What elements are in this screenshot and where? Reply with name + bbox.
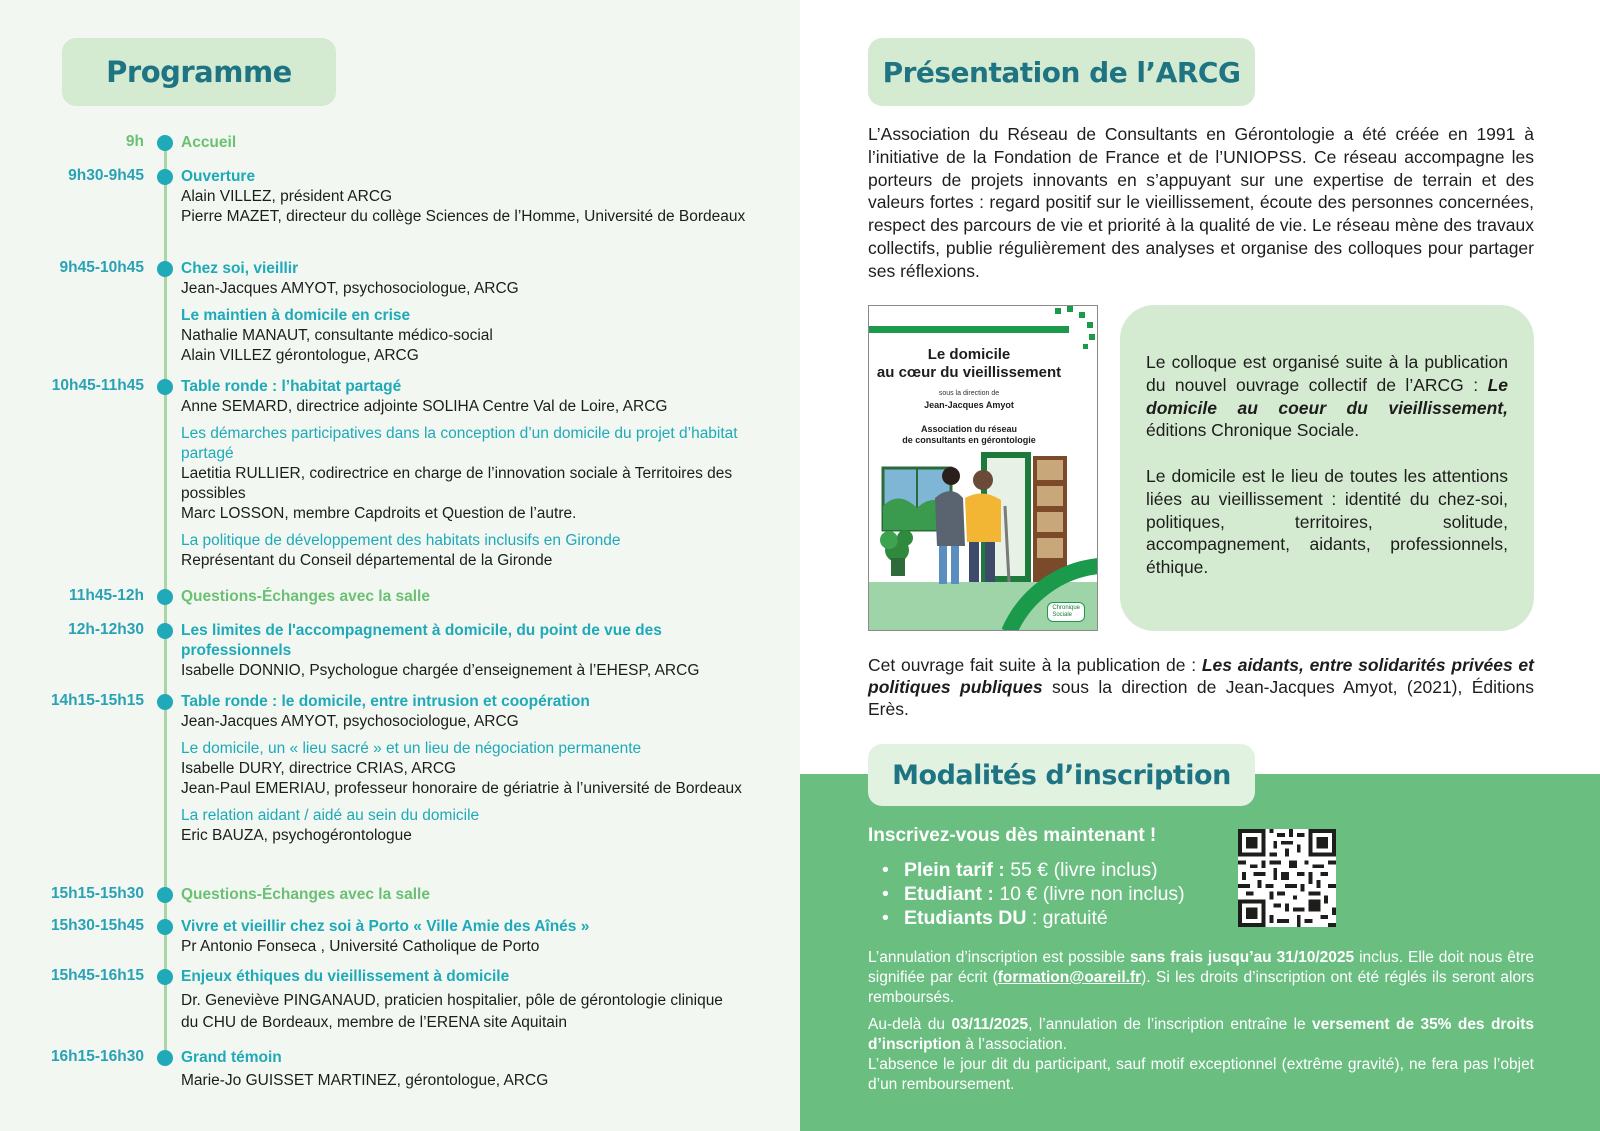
item-subtitle: Le domicile, un « lieu sacré » et un lieu de négociation permanente bbox=[181, 740, 642, 757]
cancellation-paragraph-1 bbox=[868, 948, 1534, 1008]
programme-heading: Programme bbox=[106, 55, 292, 89]
timeline-dot bbox=[157, 261, 173, 277]
inscription-heading: Modalités d’inscription bbox=[892, 759, 1231, 791]
book-publisher-line: Sociale bbox=[1052, 612, 1072, 618]
item-person: Jean-Jacques AMYOT, psychosociologue, ARCG bbox=[181, 280, 519, 297]
cond-text: , l’annulation de l’inscription entraîne le bbox=[1028, 1016, 1313, 1033]
item-title: Accueil bbox=[181, 134, 237, 151]
item-person: Nathalie MANAUT, consultante médico-social bbox=[181, 327, 493, 344]
cond-text: ). Si les droits d’inscription ont été réglés ils seront alors remboursés. bbox=[868, 969, 1534, 1006]
cancellation-paragraph-2 bbox=[868, 1015, 1534, 1095]
book-direction: sous la direction de bbox=[938, 390, 1000, 397]
colloque-box bbox=[1120, 305, 1534, 631]
timeline-dot bbox=[157, 379, 173, 395]
suite-text: sous la direction de Jean-Jacques Amyot, (2021), Éditions Erès. bbox=[868, 677, 1535, 719]
item-person: Laetitia RULLIER, codirectrice en charge de l’innovation sociale à Territoires des possibles bbox=[181, 465, 733, 502]
item-person: Isabelle DONNIO, Psychologue chargée d’enseignement à l’EHESP, ARCG bbox=[181, 662, 700, 679]
item-title: Table ronde : le domicile, entre intrusion et coopération bbox=[181, 693, 590, 710]
timeline-dot bbox=[157, 589, 173, 605]
tarif-value: 10 € (livre non inclus) bbox=[993, 883, 1185, 905]
item-person: Eric BAUZA, psychogérontologue bbox=[181, 827, 412, 844]
timeline-dot bbox=[157, 135, 173, 151]
item-time: 15h30-15h45 bbox=[50, 917, 144, 934]
tarif-item bbox=[868, 882, 1185, 906]
item-time: 14h15-15h15 bbox=[50, 692, 144, 709]
item-time: 9h45-10h45 bbox=[59, 259, 144, 276]
colloque-book-title: Le domicile au coeur du vieillissement, bbox=[1146, 374, 1508, 418]
presentation-panel bbox=[800, 0, 1600, 1131]
item-person: Pr Antonio Fonseca , Université Catholique de Porto bbox=[181, 938, 540, 955]
item-time: 9h bbox=[125, 133, 144, 150]
item-title: Enjeux éthiques du vieillissement à domicile bbox=[181, 968, 510, 985]
item-title: Questions-Échanges avec la salle bbox=[181, 886, 430, 903]
book-cover-bar bbox=[869, 326, 1069, 333]
tarif-item bbox=[868, 858, 1185, 882]
tarif-value: 55 € (livre inclus) bbox=[1004, 859, 1158, 881]
cond-fee: versement de 35% des droits d’inscription bbox=[868, 1016, 1534, 1053]
presentation-text: L’Association du Réseau de Consultants en Gérontologie a été créée en 1991 à l’initiative de la Fondation de France et de l’UNIOPSS. Ce réseau accompagne les porteurs de projets innovants en s’appuyant sur une expertise de terrain et des valeurs fortes : regard positif sur le vieillissement, écoute des personnes concernées, respect des parcours de vie et priorité à la qualité de vie. Le réseau mène des travaux collectifs, publie régulièrement des analyses et organise des colloques pour partager ses réflexions. bbox=[868, 124, 1534, 281]
item-person: Marc LOSSON, membre Capdroits et Question de l’autre. bbox=[181, 505, 577, 522]
colloque-text: Le colloque est organisé suite à la publication du nouvel ouvrage collectif de l’ARCG : bbox=[1146, 352, 1508, 395]
cond-text: L’absence le jour dit du participant, sauf motif exceptionnel (extrême gravité), ne fera pas l’objet d’un remboursement. bbox=[868, 1056, 1534, 1093]
item-person: Jean-Paul EMERIAU, professeur honoraire de gériatrie à l’université de Bordeaux bbox=[181, 780, 742, 797]
tarif-value: : gratuité bbox=[1026, 907, 1108, 929]
item-title: Table ronde : l’habitat partagé bbox=[181, 378, 402, 395]
book-cover-image bbox=[868, 305, 1098, 631]
item-title: Les limites de l'accompagnement à domicile, du point de vue des professionnels bbox=[181, 622, 662, 659]
item-title: Vivre et vieillir chez soi à Porto « Ville Amie des Aînés » bbox=[181, 918, 590, 935]
item-person: Marie-Jo GUISSET MARTINEZ, gérontologue, ARCG bbox=[181, 1072, 549, 1089]
item-time: 16h15-16h30 bbox=[50, 1048, 144, 1065]
inscription-heading-box bbox=[868, 744, 1255, 806]
timeline-dot bbox=[157, 694, 173, 710]
book-assoc-line: de consultants en gérontologie bbox=[902, 435, 1036, 445]
cancellation-conditions bbox=[868, 948, 1534, 1095]
item-person: Alain VILLEZ gérontologue, ARCG bbox=[181, 347, 419, 364]
item-time: 12h-12h30 bbox=[68, 621, 144, 638]
timeline-dot bbox=[157, 623, 173, 639]
item-title: Chez soi, vieillir bbox=[181, 260, 299, 277]
timeline-dot bbox=[157, 169, 173, 185]
item-person: Jean-Jacques AMYOT, psychosociologue, ARCG bbox=[181, 713, 519, 730]
tarif-label: Plein tarif : bbox=[904, 859, 1005, 881]
book-title-line: au cœur du vieillissement bbox=[876, 364, 1062, 381]
item-person: Représentant du Conseil départemental de la Gironde bbox=[181, 552, 553, 569]
tarif-label: Etudiants DU bbox=[904, 907, 1027, 929]
contact-email-link[interactable]: formation@oareil.fr bbox=[997, 969, 1142, 986]
item-title: Grand témoin bbox=[181, 1049, 282, 1066]
presentation-heading: Présentation de l’ARCG bbox=[882, 55, 1241, 89]
timeline-dot bbox=[157, 969, 173, 985]
cond-text: à l’association. bbox=[961, 1036, 1067, 1053]
inscription-cta: Inscrivez-vous dès maintenant ! bbox=[868, 825, 1157, 846]
cond-deadline: sans frais jusqu’au 31/10/2025 bbox=[1129, 949, 1355, 966]
colloque-paragraph-2: Le domicile est le lieu de toutes les attentions liées au vieillissement : identité du chez-soi, politiques, territoires, solitude, accompagnement, aidants, professionnels, éthique. bbox=[1146, 465, 1508, 578]
item-time: 11h45-12h bbox=[69, 587, 144, 604]
item-time: 10h45-11h45 bbox=[51, 377, 144, 394]
item-title: Ouverture bbox=[181, 168, 256, 185]
book-title-line: Le domicile bbox=[927, 346, 1011, 363]
colloque-text: éditions Chronique Sociale. bbox=[1146, 420, 1360, 441]
item-person: Isabelle DURY, directrice CRIAS, ARCG bbox=[181, 760, 457, 777]
previous-publication-text bbox=[868, 654, 1534, 720]
programme-heading-box bbox=[62, 38, 336, 106]
item-time: 15h15-15h30 bbox=[50, 885, 144, 902]
tarifs-list bbox=[868, 858, 1185, 930]
registration-qr-code[interactable] bbox=[1238, 829, 1336, 927]
timeline-dot bbox=[157, 919, 173, 935]
book-assoc-line: Association du réseau bbox=[920, 424, 1018, 434]
book-publisher-line: Chronique bbox=[1052, 605, 1080, 611]
item-subtitle: Les démarches participatives dans la conception d’un domicile du projet d’habitat partagé bbox=[181, 425, 738, 462]
previous-book-title: Les aidants, entre solidarités privées et politiques publiques bbox=[868, 655, 1534, 697]
item-person: Dr. Geneviève PINGANAUD, praticien hospitalier, pôle de gérontologie clinique du CHU de Bordeaux, membre de l’ERENA site Aquitain bbox=[181, 992, 723, 1031]
item-person: Anne SEMARD, directrice adjointe SOLIHA Centre Val de Loire, ARCG bbox=[181, 398, 668, 415]
cond-text: L’annulation d’inscription est possible bbox=[868, 949, 1130, 966]
item-time: 9h30-9h45 bbox=[68, 167, 144, 184]
colloque-paragraph-1 bbox=[1146, 351, 1508, 442]
cond-text: Au-delà du bbox=[868, 1016, 952, 1033]
item-time: 15h45-16h15 bbox=[50, 967, 144, 984]
item-subtitle: La politique de développement des habitats inclusifs en Gironde bbox=[181, 532, 621, 549]
book-author: Jean-Jacques Amyot bbox=[924, 400, 1014, 410]
presentation-heading-box bbox=[868, 38, 1255, 106]
tarif-item bbox=[868, 906, 1185, 930]
item-person: Pierre MAZET, directeur du collège Sciences de l’Homme, Université de Bordeaux bbox=[181, 208, 746, 225]
timeline-dot bbox=[157, 887, 173, 903]
item-subtitle: Le maintien à domicile en crise bbox=[181, 307, 411, 324]
suite-text: Cet ouvrage fait suite à la publication de : bbox=[868, 655, 1202, 675]
item-person: Alain VILLEZ, président ARCG bbox=[181, 188, 393, 205]
item-title: Questions-Échanges avec la salle bbox=[181, 588, 430, 605]
book-publisher bbox=[1047, 602, 1085, 622]
book-title bbox=[869, 346, 1069, 382]
item-subtitle: La relation aidant / aidé au sein du domicile bbox=[181, 807, 480, 824]
cond-text: inclus. Elle doit nous être signifiée par écrit ( bbox=[868, 949, 1534, 986]
tarif-label: Etudiant : bbox=[904, 883, 994, 905]
book-association bbox=[869, 424, 1069, 446]
timeline-dot bbox=[157, 1050, 173, 1066]
cond-date: 03/11/2025 bbox=[951, 1016, 1029, 1033]
